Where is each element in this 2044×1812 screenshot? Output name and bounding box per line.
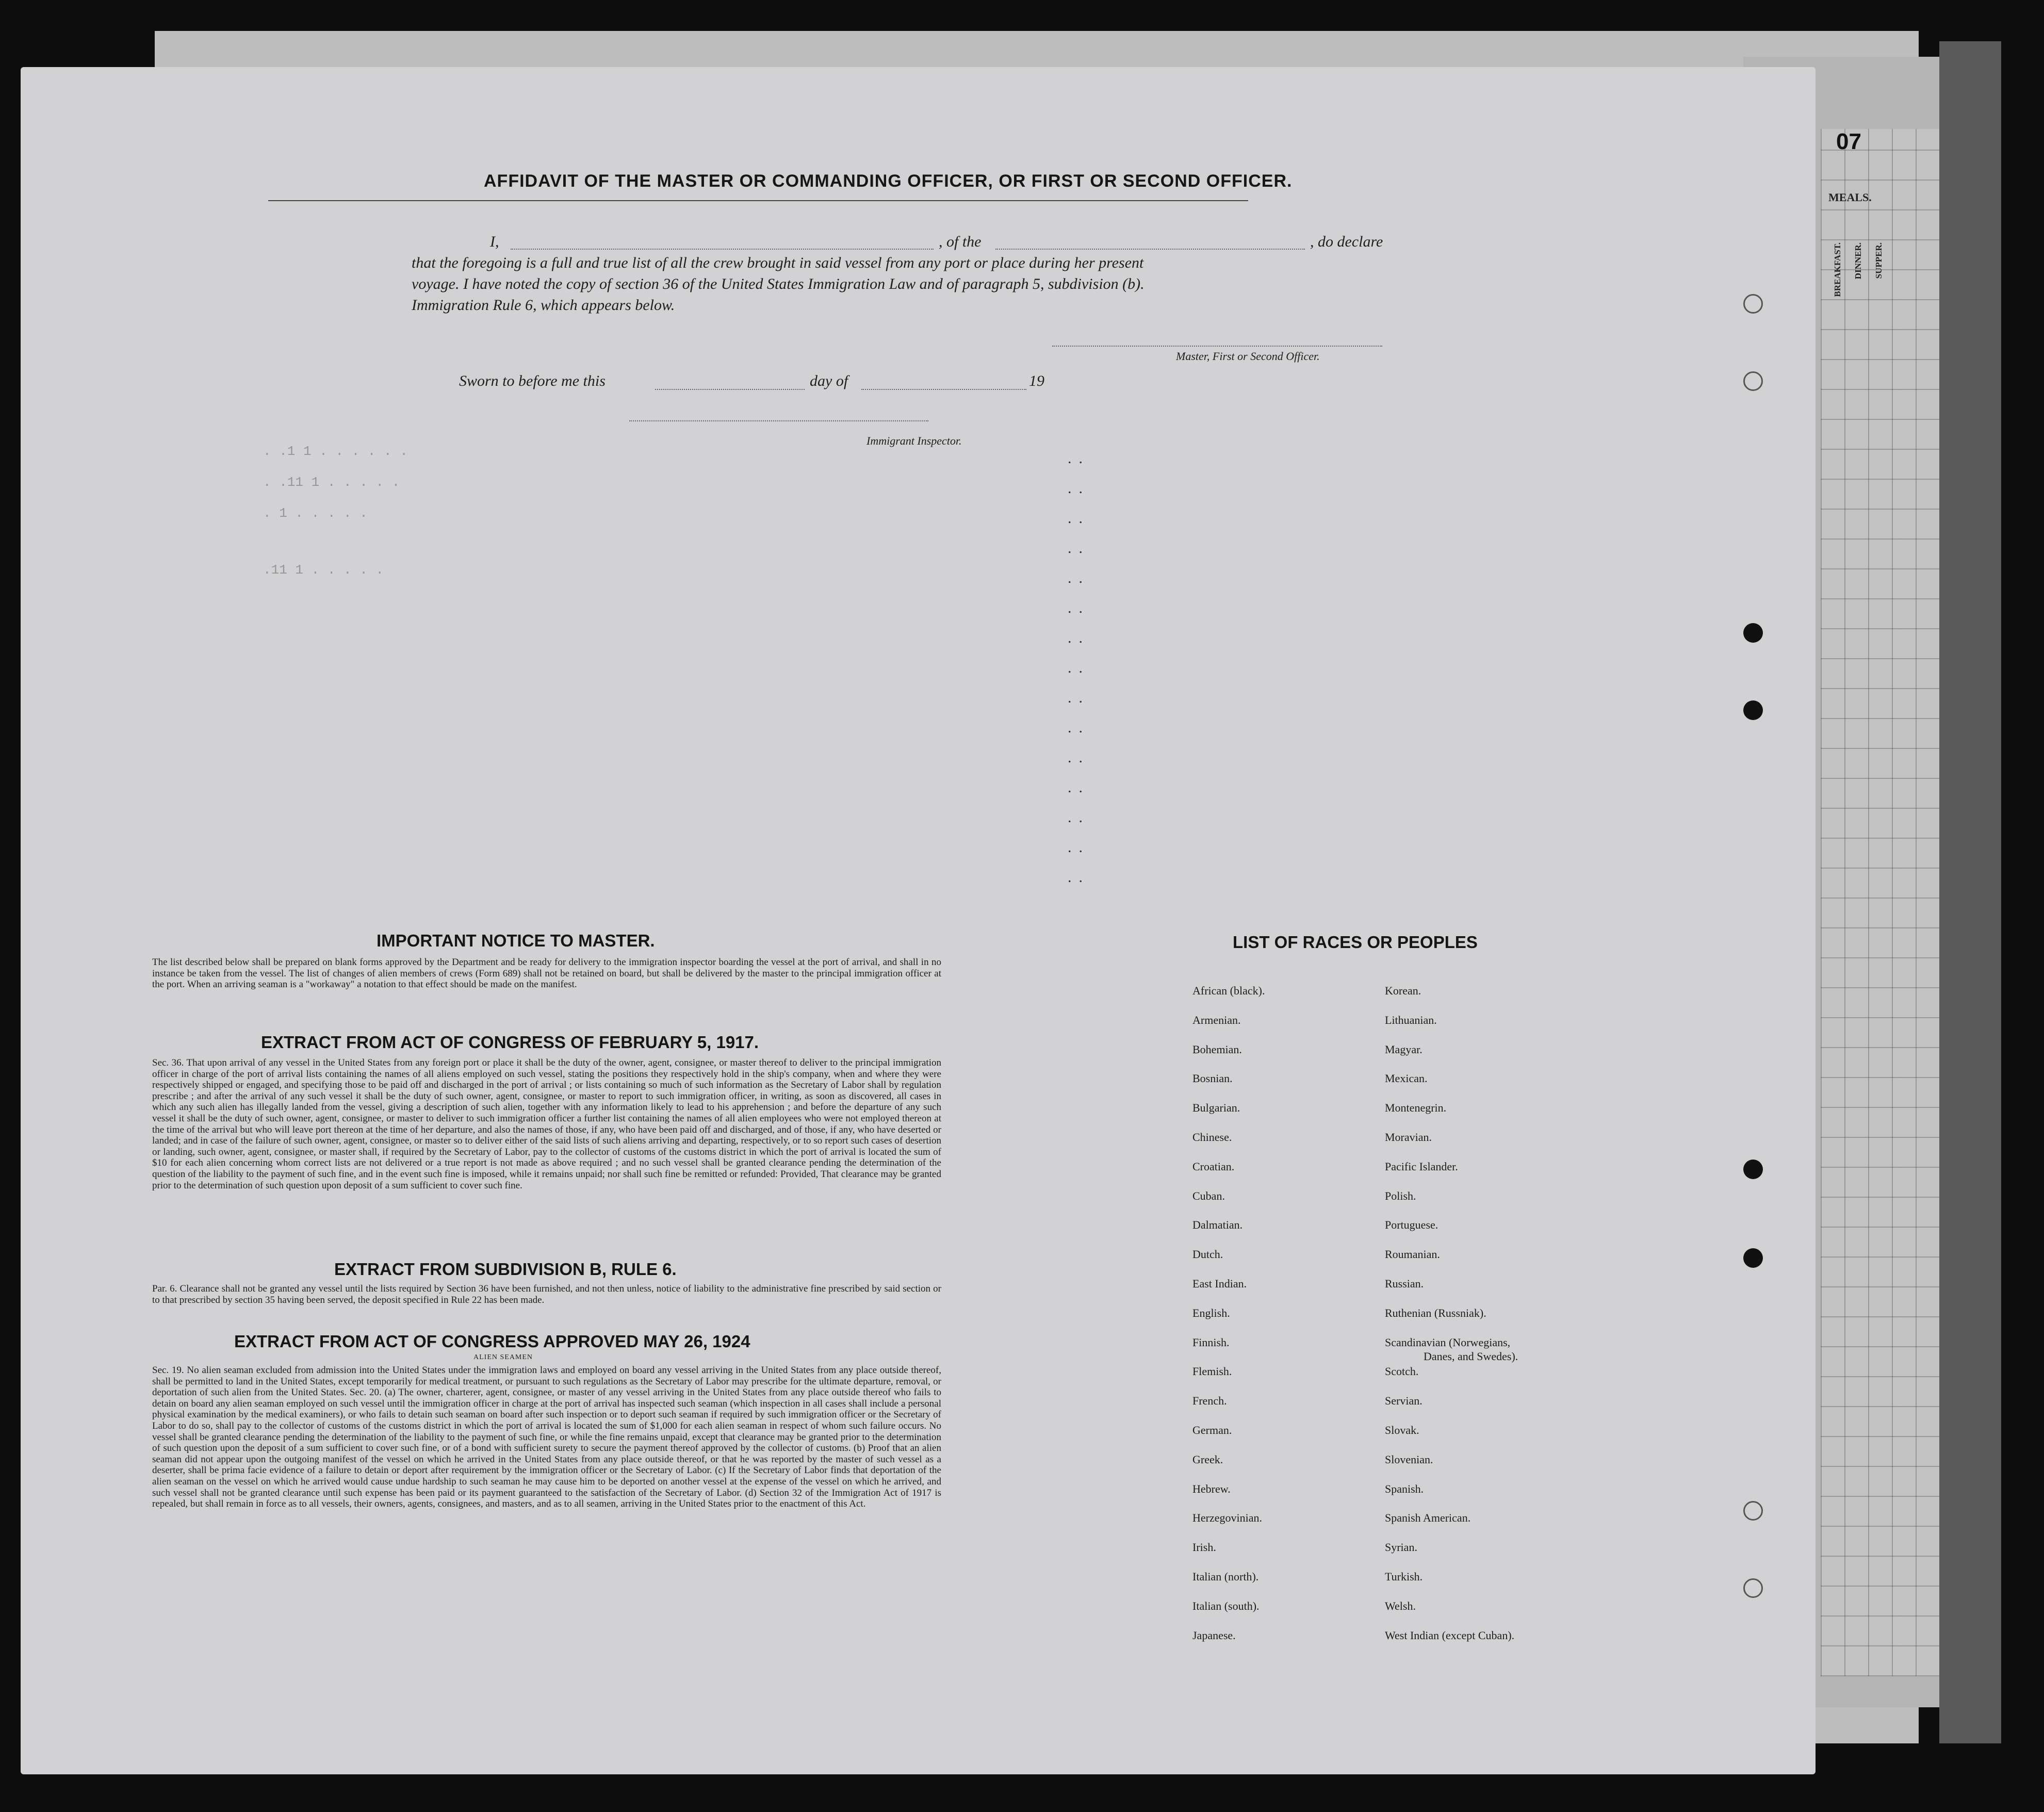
race-item: Korean. bbox=[1385, 984, 1421, 997]
inspector-signature-field[interactable] bbox=[629, 420, 928, 421]
race-item: Bosnian. bbox=[1192, 1072, 1233, 1085]
race-item: Cuban. bbox=[1192, 1189, 1225, 1202]
meals-header: MEALS. bbox=[1828, 191, 1872, 204]
race-item: Servian. bbox=[1385, 1394, 1422, 1408]
race-item: Herzegovinian. bbox=[1192, 1511, 1262, 1525]
race-item: Montenegrin. bbox=[1385, 1101, 1447, 1115]
affidavit-line-3: voyage. I have noted the copy of section 36 of the United States Immigration Law and of paragraph 5, subdivision (b). bbox=[412, 275, 1144, 292]
sworn-month-field[interactable] bbox=[861, 389, 1026, 390]
punch-hole bbox=[1743, 1248, 1763, 1268]
title-rule bbox=[268, 200, 1248, 201]
race-item: African (black). bbox=[1192, 984, 1265, 997]
declarant-name-field[interactable] bbox=[511, 249, 934, 250]
extract-1924-subtitle: ALIEN SEAMEN bbox=[473, 1353, 533, 1361]
punch-hole bbox=[1743, 1578, 1763, 1598]
race-item: Pacific Islander. bbox=[1385, 1160, 1458, 1173]
sworn-month-label: day of bbox=[810, 372, 848, 389]
race-item: Turkish. bbox=[1385, 1570, 1423, 1583]
race-item: Mexican. bbox=[1385, 1072, 1428, 1085]
race-item: Spanish American. bbox=[1385, 1511, 1471, 1525]
bleed-through-marks: .11 1 . . . . . bbox=[263, 562, 384, 578]
sworn-label: Sworn to before me this bbox=[459, 372, 606, 389]
race-item: Italian (north). bbox=[1192, 1570, 1259, 1583]
race-item: East Indian. bbox=[1192, 1277, 1247, 1290]
dot-column: .. .. .. .. .. .. .. .. .. .. .. .. .. .. .. bbox=[1068, 450, 1090, 886]
race-item: Ruthenian (Russniak). bbox=[1385, 1306, 1486, 1319]
affidavit-title: AFFIDAVIT OF THE MASTER OR COMMANDING OFFICER, OR FIRST OR SECOND OFFICER. bbox=[484, 171, 1293, 191]
page-number: 07 bbox=[1836, 129, 1861, 154]
extract-1924-text: Sec. 19. No alien seaman excluded from admission into the United States under the immigration laws and employed on board any vessel arriving in the United States from any place outside thereof, shall be permitted to land in the United States, except temporarily for medical treatment, or pursuant to such regulations as the Secretary of Labor may prescribe for the ultimate departure, removal, or deportation of such alien from the United States. Sec. 20. (a) The owner, charterer, agent, consignee, or master of any vessel arriving in the United States from any place outside thereof who fails to detain on board any alien seaman employed on such vessel until the immigration officer in charge at the port of arrival has inspected such seaman (which inspection in all cases shall include a personal physical examination by the medical examiners), or who fails to detain such seaman on board after such inspection or to deport such seaman if required by such immigration officer or the Secretary of Labor to do so, shall pay to the collector of customs of the customs district in which the port of arrival is located the sum of $1,000 for each alien seaman in respect of whom such failure occurs. No vessel shall be granted clearance pending the determination of the liability to the payment of such fine, or while the fine remains unpaid, except that clearance may be granted prior to the determination of such question upon the deposit of a sum sufficient to cover such fine, or of a bond with sufficient surety to secure the payment thereof approved by the collector of customs. (b) Proof that an alien seaman did not appear upon the outgoing manifest of the vessel on which he arrived in the United States from any place outside thereof, or that he was reported by the master of such vessel as a deserter, shall be prima facie evidence of a failure to detain or deport after requirement by the immigration officer or the Secretary of Labor. (c) If the Secretary of Labor finds that deportation of the alien seaman on the vessel on which he arrived would cause undue hardship to such seaman he may cause him to be deported on another vessel at the expense of the vessel on which he arrived, and such vessel shall not be granted clearance until such expense has been paid or its payment guaranteed to the satisfaction of the Secretary of Labor. (d) Section 32 of the Immigration Act of 1917 is repealed, but shall remain in force as to all vessels, their owners, agents, consignees, and masters, and as to all seamen, arriving in the United States prior to the enactment of this Act. bbox=[152, 1365, 941, 1510]
race-item: Portuguese. bbox=[1385, 1218, 1438, 1232]
affidavit-line-2: that the foregoing is a full and true list of all the crew brought in said vessel from any port or place during her present bbox=[412, 254, 1144, 271]
extract-1917-text: Sec. 36. That upon arrival of any vessel in the United States from any foreign port or place it shall be the duty of the owner, agent, consignee, or master thereof to deliver to the principal immigration officer in charge of the port of arrival lists containing the names of all aliens employed on such vessel, stating the positions they respectively hold in the ship's company, when and where they were respectively shipped or engaged, and specifying those to be paid off and discharged in the port of arrival ; or lists containing so much of such information as the Secretary of Labor shall by regulation prescribe ; and after the arrival of any such vessel it shall be the duty of such owner, agent, consignee, or master to report to such immigration officer, in writing, as soon as discovered, all cases in which any such alien has illegally landed from the vessel, giving a description of such alien, together with any information likely to lead to his apprehension ; and before the departure of any such vessel it shall be the duty of such owner, agent, consignee, or master to deliver to such immigration officer a further list containing the names of all alien employees who were not employed thereon at the time of the arrival but who will leave port thereon at the time of her departure, and also the names of those, if any, who have been paid off and discharged, and of those, if any, who have deserted or landed; and in case of the failure of such owner, agent, consignee, or master so to deliver either of the said lists of such aliens arriving and departing, respectively, or to so report such cases of desertion or landing, such owner, agent, consignee, or master shall, if required by the Secretary of Labor, pay to the collector of customs of the customs district in which the port of arrival is located the sum of $10 for each alien concerning whom correct lists are not delivered or a true report is not made as above required ; and no such vessel shall be granted clearance pending the determination of the question of the liability to the payment of such fine, and in the event such fine is imposed, while it remains unpaid; nor shall such fine be remitted or refunded: Provided, That clearance may be granted prior to the determination of such question upon deposit of a sum sufficient to cover such fine. bbox=[152, 1057, 941, 1191]
race-item: Flemish. bbox=[1192, 1365, 1232, 1378]
sworn-year-label: 19 bbox=[1029, 372, 1044, 389]
meal-column-supper: SUPPER. bbox=[1874, 242, 1884, 279]
race-item: Polish. bbox=[1385, 1189, 1416, 1202]
race-item: Armenian. bbox=[1192, 1013, 1241, 1026]
race-item: Slovenian. bbox=[1385, 1452, 1433, 1466]
race-item: Dutch. bbox=[1192, 1248, 1223, 1261]
vessel-label: , of the bbox=[939, 233, 982, 250]
race-item: Dalmatian. bbox=[1192, 1218, 1243, 1232]
punch-hole bbox=[1743, 294, 1763, 314]
bleed-through-marks: . .11 1 . . . . . bbox=[263, 475, 400, 490]
race-item: Chinese. bbox=[1192, 1131, 1232, 1144]
bleed-through-marks: . 1 . . . . . bbox=[263, 505, 368, 521]
notice-title: IMPORTANT NOTICE TO MASTER. bbox=[377, 931, 655, 950]
race-item: Japanese. bbox=[1192, 1628, 1236, 1642]
race-item: Bohemian. bbox=[1192, 1042, 1242, 1056]
officer-signature-caption: Master, First or Second Officer. bbox=[1176, 350, 1320, 363]
race-item: Croatian. bbox=[1192, 1160, 1235, 1173]
race-item: Moravian. bbox=[1385, 1131, 1432, 1144]
declarant-label: I, bbox=[490, 233, 499, 250]
punch-hole bbox=[1743, 371, 1763, 391]
race-item: Magyar. bbox=[1385, 1042, 1422, 1056]
race-item: Italian (south). bbox=[1192, 1599, 1260, 1612]
punch-hole bbox=[1743, 623, 1763, 643]
race-item: Greek. bbox=[1192, 1452, 1223, 1466]
notice-text: The list described below shall be prepared on blank forms approved by the Department and be ready for delivery to the immigration inspector boarding the vessel at the port of arrival, and shall in no instance be taken from the vessel. The list of changes of alien members of crews (Form 689) shall not be retained on board, but shall be delivered by the master to the principal immigration officer at the port. When an arriving seaman is a "workaway" a notation to that effect should be made on the manifest. bbox=[152, 957, 941, 990]
officer-signature-field[interactable] bbox=[1052, 346, 1382, 347]
binding-edge bbox=[1939, 41, 2001, 1743]
inspector-caption: Immigrant Inspector. bbox=[866, 434, 962, 447]
meal-column-dinner: DINNER. bbox=[1853, 242, 1863, 280]
affidavit-sheet bbox=[21, 67, 1816, 1774]
declare-label: , do declare bbox=[1310, 233, 1383, 250]
race-item: West Indian (except Cuban). bbox=[1385, 1628, 1515, 1642]
meals-grid bbox=[1821, 129, 1939, 1676]
race-item: English. bbox=[1192, 1306, 1230, 1319]
race-item: Welsh. bbox=[1385, 1599, 1416, 1612]
race-item: Finnish. bbox=[1192, 1335, 1230, 1349]
race-item: Roumanian. bbox=[1385, 1248, 1440, 1261]
races-title: LIST OF RACES OR PEOPLES bbox=[1233, 933, 1478, 952]
race-item: French. bbox=[1192, 1394, 1227, 1408]
race-item: Scotch. bbox=[1385, 1365, 1419, 1378]
extract-1924-title: EXTRACT FROM ACT OF CONGRESS APPROVED MAY 26, 1924 bbox=[234, 1332, 750, 1351]
extract-1917-title: EXTRACT FROM ACT OF CONGRESS OF FEBRUARY 5, 1917. bbox=[261, 1033, 759, 1052]
rule-6-text: Par. 6. Clearance shall not be granted any vessel until the lists required by Section 36 have been furnished, and not then unless, notice of liability to the administrative fine prescribed by said section or to that prescribed by section 35 having been served, the deposit specified in Rule 22 has been made. bbox=[152, 1283, 941, 1305]
sworn-day-field[interactable] bbox=[655, 389, 805, 390]
race-item: Hebrew. bbox=[1192, 1482, 1231, 1495]
vessel-name-field[interactable] bbox=[995, 249, 1305, 250]
race-item: Slovak. bbox=[1385, 1424, 1419, 1436]
punch-hole bbox=[1743, 1160, 1763, 1179]
race-item: Syrian. bbox=[1385, 1541, 1417, 1554]
rule-6-title: EXTRACT FROM SUBDIVISION B, RULE 6. bbox=[334, 1260, 677, 1279]
affidavit-line-4: Immigration Rule 6, which appears below. bbox=[412, 297, 675, 314]
punch-hole bbox=[1743, 1501, 1763, 1521]
meal-column-breakfast: BREAKFAST. bbox=[1833, 242, 1842, 297]
race-item: Bulgarian. bbox=[1192, 1101, 1240, 1115]
race-item: German. bbox=[1192, 1424, 1232, 1436]
race-item: Russian. bbox=[1385, 1277, 1424, 1290]
punch-hole bbox=[1743, 700, 1763, 720]
race-item: Danes, and Swedes). bbox=[1424, 1349, 1518, 1363]
bleed-through-marks: . .1 1 . . . . . . bbox=[263, 444, 408, 459]
race-item: Scandinavian (Norwegians, bbox=[1385, 1335, 1511, 1349]
race-item: Irish. bbox=[1192, 1541, 1216, 1554]
race-item: Lithuanian. bbox=[1385, 1013, 1437, 1026]
race-item: Spanish. bbox=[1385, 1482, 1424, 1495]
